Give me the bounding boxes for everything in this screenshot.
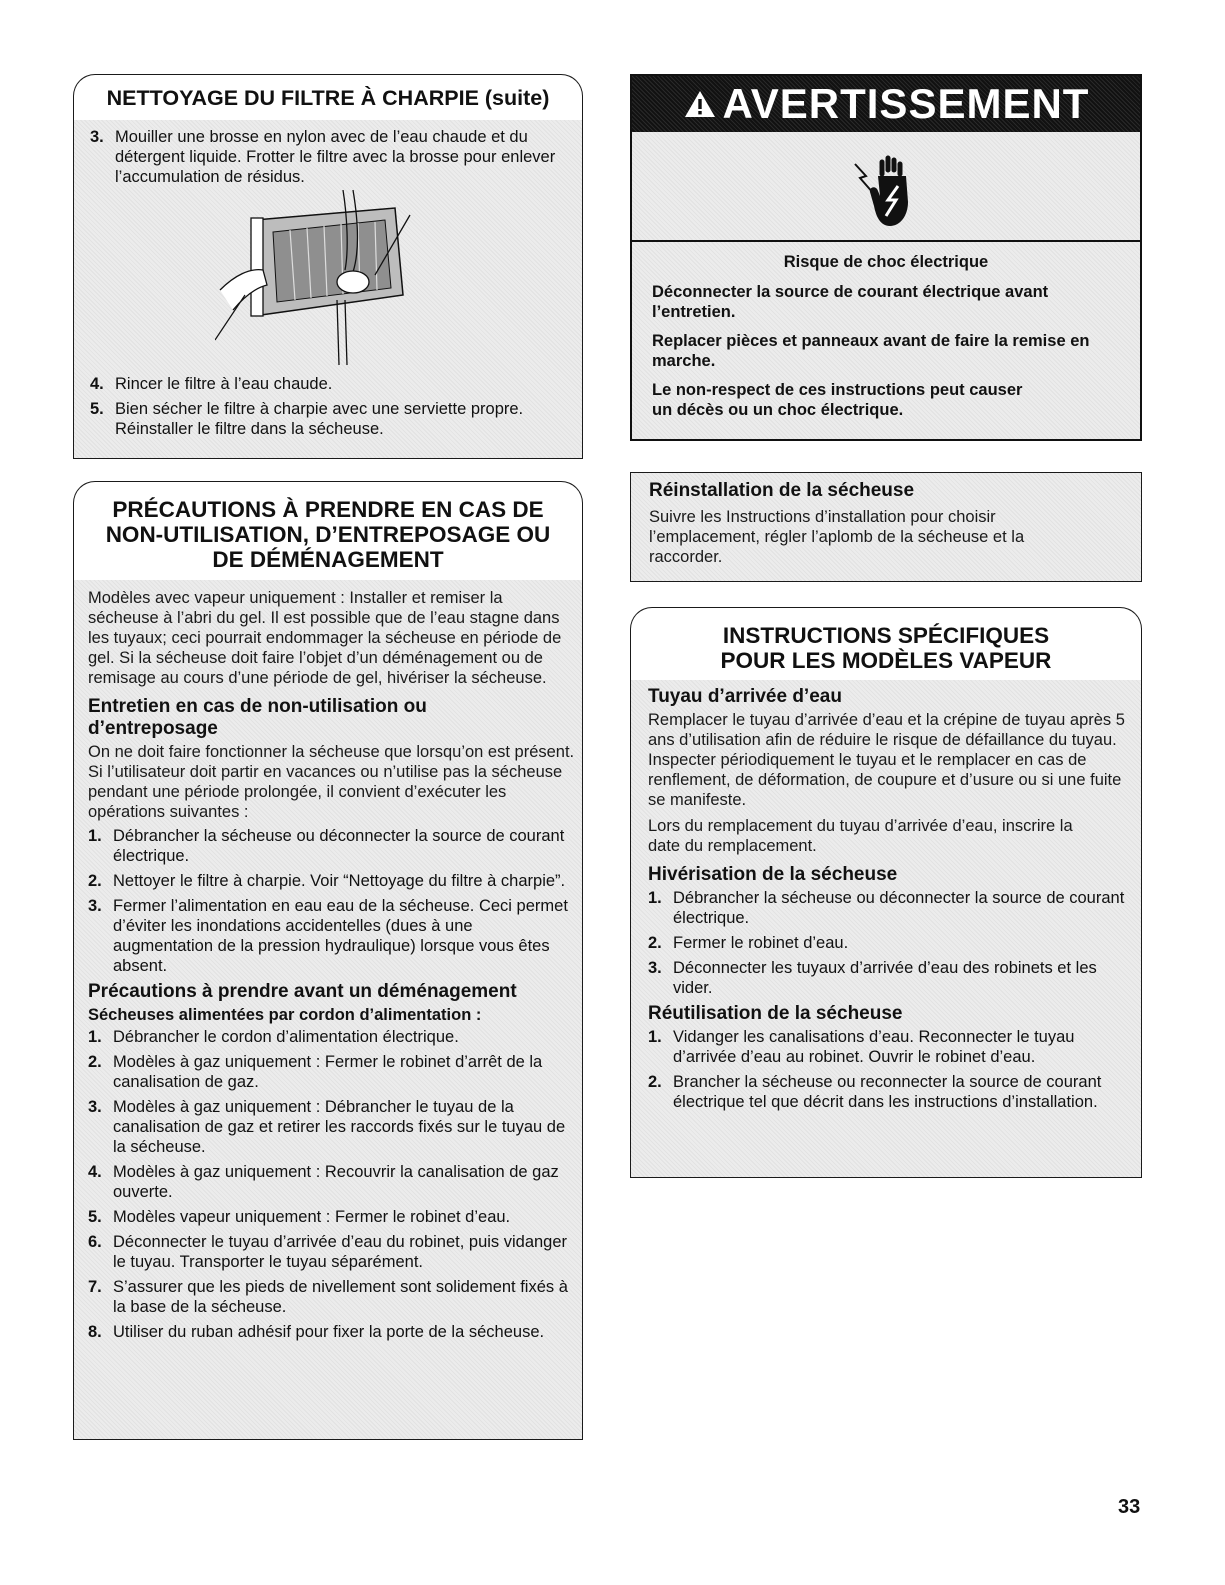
- warning-banner-text: AVERTISSEMENT: [722, 80, 1090, 127]
- reuse-step-num: 1.: [648, 1028, 662, 1046]
- winterize-step-text: Fermer le robinet d’eau.: [673, 934, 849, 952]
- reuse-step-text: Brancher la sécheuse ou reconnecter la source de courant électrique tel que décrit dans les instructions d’installation.: [673, 1073, 1102, 1111]
- hose-paragraph-1: Remplacer le tuyau d’arrivée d’eau et la crépine de tuyau après 5 ans d’utilisation afin de réduire le risque de défaillance du tuyau. Inspecter périodiquement le tuyau et le remplacer en cas de renflement, de déformation, de coupure et d’usure ou si une fuite se manifeste.: [648, 711, 1125, 809]
- lint-step-5-num: 5.: [90, 400, 104, 418]
- moving-step-num: 2.: [88, 1053, 102, 1071]
- moving-step-num: 3.: [88, 1098, 102, 1116]
- moving-step-text: Utiliser du ruban adhésif pour fixer la porte de la sécheuse.: [113, 1323, 545, 1341]
- reuse-step-text: Vidanger les canalisations d’eau. Reconnecter le tuyau d’arrivée d’eau au robinet. Ouvrir le robinet d’eau.: [673, 1028, 1075, 1066]
- moving-step-num: 6.: [88, 1233, 102, 1251]
- lint-step-3-text: Mouiller une brosse en nylon avec de l’eau chaude et du détergent liquide. Frotter le filtre avec la brosse pour enlever l’accumulation de résidus.: [115, 128, 556, 186]
- winterize-heading: Hivérisation de la sécheuse: [648, 864, 898, 885]
- winterize-steps: [648, 888, 1128, 998]
- moving-step-num: 5.: [88, 1208, 102, 1226]
- reinstall-heading: Réinstallation de la sécheuse: [649, 480, 915, 501]
- storage-steps: [88, 826, 576, 976]
- hose-paragraph-2: Lors du remplacement du tuyau d’arrivée d’eau, inscrire la date du remplacement.: [648, 817, 1073, 855]
- steam-title-line-2: POUR LES MODÈLES VAPEUR: [720, 648, 1052, 673]
- reinstall-section: [630, 472, 1142, 582]
- moving-step-text: Modèles vapeur uniquement : Fermer le robinet d’eau.: [113, 1208, 511, 1226]
- reuse-step-num: 2.: [648, 1073, 662, 1091]
- winterize-step-text: Déconnecter les tuyaux d’arrivée d’eau des robinets et les vider.: [673, 959, 1097, 997]
- moving-step-text: Débrancher le cordon d’alimentation électrique.: [113, 1028, 459, 1046]
- moving-subheading: Sécheuses alimentées par cordon d’alimentation :: [88, 1006, 482, 1024]
- winterize-step-num: 2.: [648, 934, 662, 952]
- winterize-step-text: Débrancher la sécheuse ou déconnecter la source de courant électrique.: [673, 889, 1125, 927]
- lint-step-3: [90, 127, 575, 192]
- warning-triangle-icon: [683, 89, 717, 119]
- steam-tab: [630, 607, 1142, 680]
- page-number: 33: [1118, 1496, 1141, 1518]
- lint-step-5-text: Bien sécher le filtre à charpie avec une serviette propre. Réinstaller le filtre dans la sécheuse.: [115, 400, 524, 438]
- storage-heading: Entretien en cas de non-utilisation ou d’entreposage: [88, 696, 427, 739]
- warning-banner: [632, 76, 1140, 132]
- warning-line-2: Replacer pièces et panneaux avant de faire la remise en marche.: [652, 332, 1090, 370]
- moving-step-text: Modèles à gaz uniquement : Recouvrir la canalisation de gaz ouverte.: [113, 1163, 559, 1201]
- warning-divider: [632, 240, 1140, 242]
- warning-heading: Risque de choc électrique: [783, 253, 989, 271]
- lint-step-3-num: 3.: [90, 128, 104, 146]
- moving-step-text: Modèles à gaz uniquement : Fermer le robinet d’arrêt de la canalisation de gaz.: [113, 1053, 543, 1091]
- moving-step-text: S’assurer que les pieds de nivellement sont solidement fixés à la base de la sécheuse.: [113, 1278, 568, 1316]
- storage-step-text: Débrancher la sécheuse ou déconnecter la source de courant électrique.: [113, 827, 565, 865]
- moving-step-num: 7.: [88, 1278, 102, 1296]
- moving-steps: [88, 1027, 576, 1342]
- winterize-step-num: 1.: [648, 889, 662, 907]
- moving-step-text: Déconnecter le tuyau d’arrivée d’eau du robinet, puis vidanger le tuyau. Transporter le tuyau séparément.: [113, 1233, 568, 1271]
- storage-step-num: 2.: [88, 872, 102, 890]
- precautions-tab: [73, 481, 583, 580]
- winterize-step-num: 3.: [648, 959, 662, 977]
- electric-shock-hand-icon: [852, 154, 922, 234]
- warning-box: [630, 74, 1142, 441]
- lint-filter-brush-illustration: [215, 190, 435, 370]
- precautions-title: PRÉCAUTIONS À PRENDRE EN CAS DE NON-UTILISATION, D’ENTREPOSAGE OU DE DÉMÉNAGEMENT: [105, 497, 551, 572]
- reuse-heading: Réutilisation de la sécheuse: [648, 1003, 903, 1024]
- moving-step-num: 8.: [88, 1323, 102, 1341]
- storage-step-text: Nettoyer le filtre à charpie. Voir “Nettoyage du filtre à charpie”.: [113, 872, 566, 890]
- reinstall-text: Suivre les Instructions d’installation pour choisir l’emplacement, régler l’aplomb de la sécheuse et la raccorder.: [649, 508, 1025, 566]
- warning-line-1: Déconnecter la source de courant électrique avant l’entretien.: [652, 283, 1049, 321]
- precautions-content: [88, 588, 576, 1347]
- reuse-steps: [648, 1027, 1128, 1112]
- lint-filter-tab: [73, 74, 583, 120]
- hose-heading: Tuyau d’arrivée d’eau: [648, 686, 842, 707]
- storage-step-num: 1.: [88, 827, 102, 845]
- lint-step-4-num: 4.: [90, 375, 104, 393]
- steam-content: [648, 686, 1128, 1117]
- lint-filter-title: NETTOYAGE DU FILTRE À CHARPIE (suite): [106, 86, 550, 110]
- moving-step-num: 4.: [88, 1163, 102, 1181]
- storage-step-text: Fermer l’alimentation en eau eau de la sécheuse. Ceci permet d’éviter les inondations accidentelles (dues à une augmentation de la pression hydraulique) lorsque vous êtes absent.: [113, 897, 568, 975]
- lint-step-4-text: Rincer le filtre à l’eau chaude.: [115, 375, 333, 393]
- storage-intro: On ne doit faire fonctionner la sécheuse que lorsqu’on est présent. Si l’utilisateur doit partir en vacances ou n’utilise pas la sécheuse pendant une période prolongée, il convient d’exécuter les opérations suivantes :: [88, 743, 575, 821]
- storage-step-num: 3.: [88, 897, 102, 915]
- moving-step-num: 1.: [88, 1028, 102, 1046]
- moving-heading: Précautions à prendre avant un déménagement: [88, 981, 517, 1002]
- warning-text: [652, 252, 1120, 420]
- moving-step-text: Modèles à gaz uniquement : Débrancher le tuyau de la canalisation de gaz et retirer les raccords fixés sur le tuyau de la sécheuse.: [113, 1098, 566, 1156]
- steam-title-line-1: INSTRUCTIONS SPÉCIFIQUES: [722, 623, 1050, 648]
- precautions-intro: Modèles avec vapeur uniquement : Installer et remiser la sécheuse à l’abri du gel. Il est possible que de l’eau stagne dans les tuyaux; ceci pourrait endommager la sécheuse en période de gel. Si la sécheuse doit faire l’objet d’un déménagement ou de remisage au cours d’une période de gel, hivériser la sécheuse.: [88, 589, 562, 687]
- warning-line-3: Le non-respect de ces instructions peut causer un décès ou un choc électrique.: [652, 381, 1023, 419]
- lint-steps-rest: [90, 374, 575, 444]
